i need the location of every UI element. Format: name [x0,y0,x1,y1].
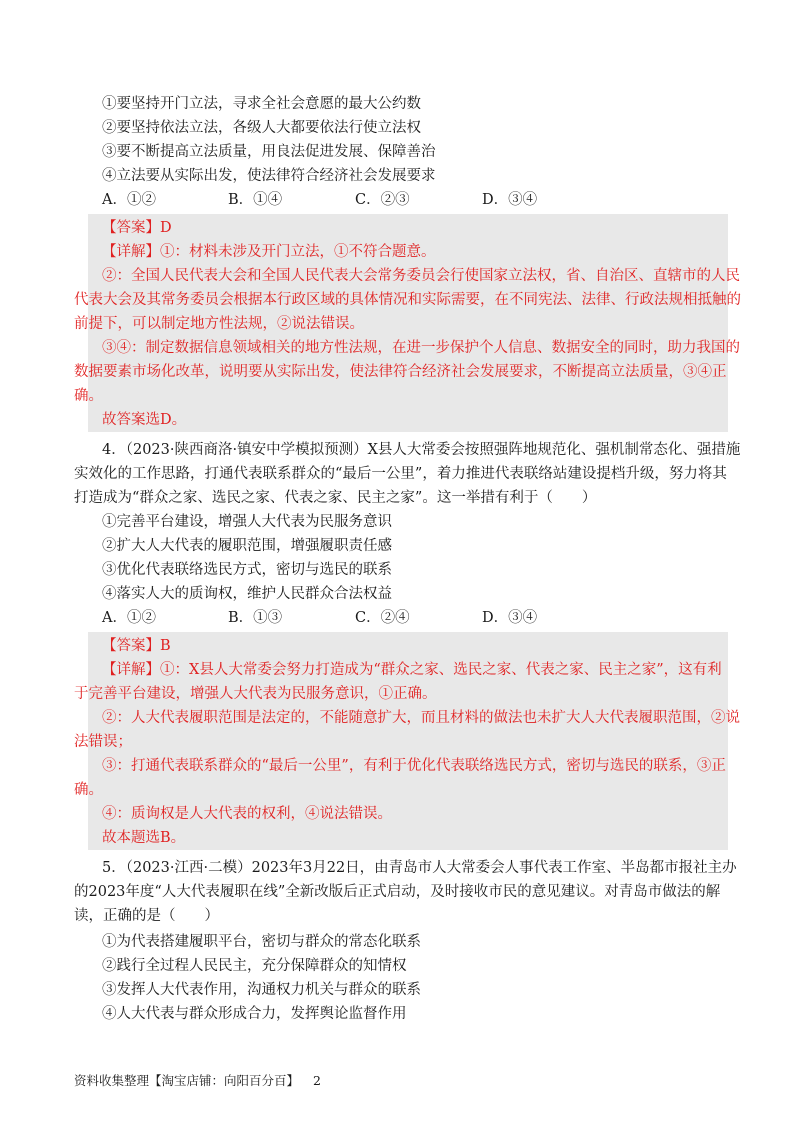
q4-stem-3: 打造成为“群众之家、选民之家、代表之家、民主之家”。这一举措有利于（ ） [74,490,597,506]
q4-option-c: C．②④ [355,610,410,626]
footer-source-text: 资料收集整理【淘宝店铺：向阳百分百】 [74,1073,300,1088]
q4-detail-5: ③：打通代表联系群众的“最后一公里”，有利于优化代表联络选民方式，密切与选民的联系，③正 [102,758,726,774]
q4-statement-4: ④落实人大的质询权，维护人民群众合法权益 [102,586,392,602]
q4-stem-1: 4．（2023·陕西商洛·镇安中学模拟预测）X县人大常委会按照强阵地规范化、强机制常态化、强措施 [102,442,741,458]
q5-statement-1: ①为代表搭建履职平台，密切与群众的常态化联系 [102,934,421,950]
q4-statement-2: ②扩大人大代表的履职范围，增强履职责任感 [102,538,392,554]
page-footer [74,1072,321,1090]
q5-statement-3: ③发挥人大代表作用，沟通权力机关与群众的联系 [102,982,421,998]
q3-detail-1: 【详解】①：材料未涉及开门立法，①不符合题意。 [102,244,436,260]
q5-statement-4: ④人大代表与群众形成合力，发挥舆论监督作用 [102,1006,407,1022]
q4-detail-7: ④：质询权是人大代表的权利，④说法错误。 [102,806,392,822]
page-number: 2 [313,1073,321,1088]
q3-detail-2: ②：全国人民代表大会和全国人民代表大会常务委员会行使国家立法权，省、自治区、直辖市的人民 [102,268,740,284]
q3-option-c: C．②③ [355,192,410,208]
q4-detail-4: 法错误； [74,734,132,750]
q4-detail-1: 【详解】①：X县人大常委会努力打造成为“群众之家、选民之家、代表之家、民主之家”，这有利 [102,662,722,678]
q5-stem-2: 的2023年度“人大代表履职在线”全新改版后正式启动，及时接收市民的意见建议。对青岛市做法的解 [74,884,721,900]
q3-statement-1: ①要坚持开门立法，寻求全社会意愿的最大公约数 [102,96,421,112]
q4-detail-8: 故本题选B。 [102,830,186,846]
q3-detail-7: 确。 [74,388,103,404]
q4-answer: 【答案】B [102,638,171,654]
q3-option-b: B．①④ [228,192,283,208]
q5-stem-3: 读，正确的是（ ） [74,908,219,924]
q4-option-a: A．①② [102,610,156,626]
q3-statement-4: ④立法要从实际出发，使法律符合经济社会发展要求 [102,168,436,184]
q4-detail-2: 于完善平台建设，增强人大代表为民服务意识，①正确。 [74,686,437,702]
q3-detail-8: 故答案选D。 [102,412,187,428]
q3-option-d: D．③④ [482,192,538,208]
q5-statement-2: ②践行全过程人民民主，充分保障群众的知情权 [102,958,407,974]
q3-detail-3: 代表大会及其常务委员会根据本行政区域的具体情况和实际需要，在不同宪法、法律、行政法规相抵触的 [74,292,741,308]
q4-statement-3: ③优化代表联络选民方式，密切与选民的联系 [102,562,392,578]
q3-detail-6: 数据要素市场化改革，说明要从实际出发，使法律符合经济社会发展要求，不断提高立法质量，③④正 [74,364,727,380]
q4-detail-6: 确。 [74,782,103,798]
q4-option-d: D．③④ [482,610,538,626]
q3-detail-4: 前提下，可以制定地方性法规，②说法错误。 [74,316,364,332]
q4-option-b: B．①③ [228,610,283,626]
q4-stem-2: 实效化的工作思路，打通代表联系群众的“最后一公里”，着力推进代表联络站建设提档升级，努力将其 [74,466,727,482]
q3-detail-5: ③④：制定数据信息领域相关的地方性法规，在进一步保护个人信息、数据安全的同时，助力我国的 [102,340,740,356]
q3-option-a: A．①② [102,192,156,208]
q4-statement-1: ①完善平台建设，增强人大代表为民服务意识 [102,514,392,530]
q5-stem-1: 5．（2023·江西·二模）2023年3月22日，由青岛市人大常委会人事代表工作室、半岛都市报社主办 [102,860,737,876]
q3-answer: 【答案】D [102,220,172,236]
q3-statement-3: ③要不断提高立法质量，用良法促进发展、保障善治 [102,144,436,160]
q3-statement-2: ②要坚持依法立法，各级人大都要依法行使立法权 [102,120,421,136]
q4-detail-3: ②：人大代表履职范围是法定的，不能随意扩大，而且材料的做法也未扩大人大代表履职范围，②说 [102,710,740,726]
